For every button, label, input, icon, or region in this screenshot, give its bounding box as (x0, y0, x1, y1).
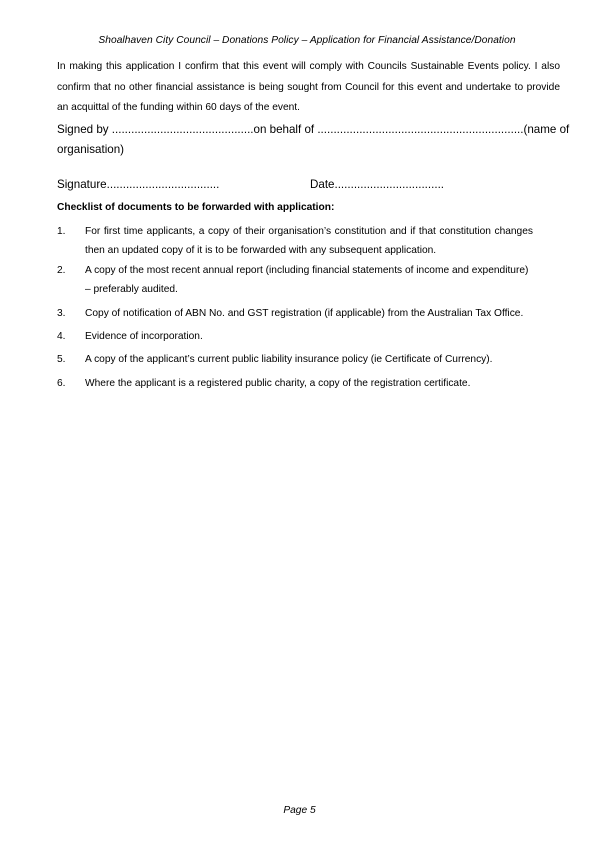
page-number: Page 5 (283, 805, 316, 816)
checklist-item-text: For first time applicants, a copy of their organisation’s constitution and if that constitution changes then an updated copy of it is to be forwarded with any subsequent application. (85, 226, 533, 256)
signed-by-text: Signed by ............................................on behalf of ................................................................(name of (57, 123, 570, 136)
declaration-paragraph: In making this application I confirm that this event will comply with Councils Sustainable Events policy. I also confirm that no other financial assistance is being sought from Council for this event and undertake to provide an acquittal of the funding within 60 days of the event. (57, 61, 560, 113)
checklist-item-text: A copy of the applicant’s current public liability insurance policy (ie Certificate of Currency). (85, 354, 493, 365)
checklist-item-2 (57, 262, 547, 300)
checklist-item-text: Where the applicant is a registered public charity, a copy of the registration certificate. (85, 378, 471, 389)
checklist-item-text: Copy of notification of ABN No. and GST registration (if applicable) from the Australian Tax Office. (85, 308, 524, 319)
checklist-item-number: 1. (57, 226, 66, 237)
organisation-line (57, 140, 552, 160)
checklist-item-4 (57, 328, 547, 347)
page-header: Shoalhaven City Council – Donations Policy – Application for Financial Assistance/Donation (98, 35, 516, 46)
checklist-item-number: 4. (57, 331, 66, 342)
checklist-item-text (85, 262, 533, 299)
checklist-item-text: Evidence of incorporation. (85, 331, 203, 342)
checklist-item-text-line1: A copy of the most recent annual report (including financial statements of income and expenditure) (85, 265, 529, 276)
signature-field: Signature................................... (57, 178, 220, 191)
checklist-item-number: 3. (57, 308, 66, 319)
checklist-item-5 (57, 351, 547, 370)
checklist-heading: Checklist of documents to be forwarded with application: (57, 202, 335, 213)
checklist-item-number: 6. (57, 378, 66, 389)
checklist-item-1 (57, 223, 547, 261)
checklist-item-6 (57, 375, 547, 394)
organisation-text: organisation) (57, 143, 125, 156)
signed-by-line (57, 120, 570, 140)
checklist-item-number: 2. (57, 265, 66, 276)
checklist-item-number: 5. (57, 354, 66, 365)
date-field: Date.................................. (310, 178, 445, 191)
checklist-item-3 (57, 305, 547, 324)
checklist-item-text-line2: – preferably audited. (85, 283, 178, 295)
